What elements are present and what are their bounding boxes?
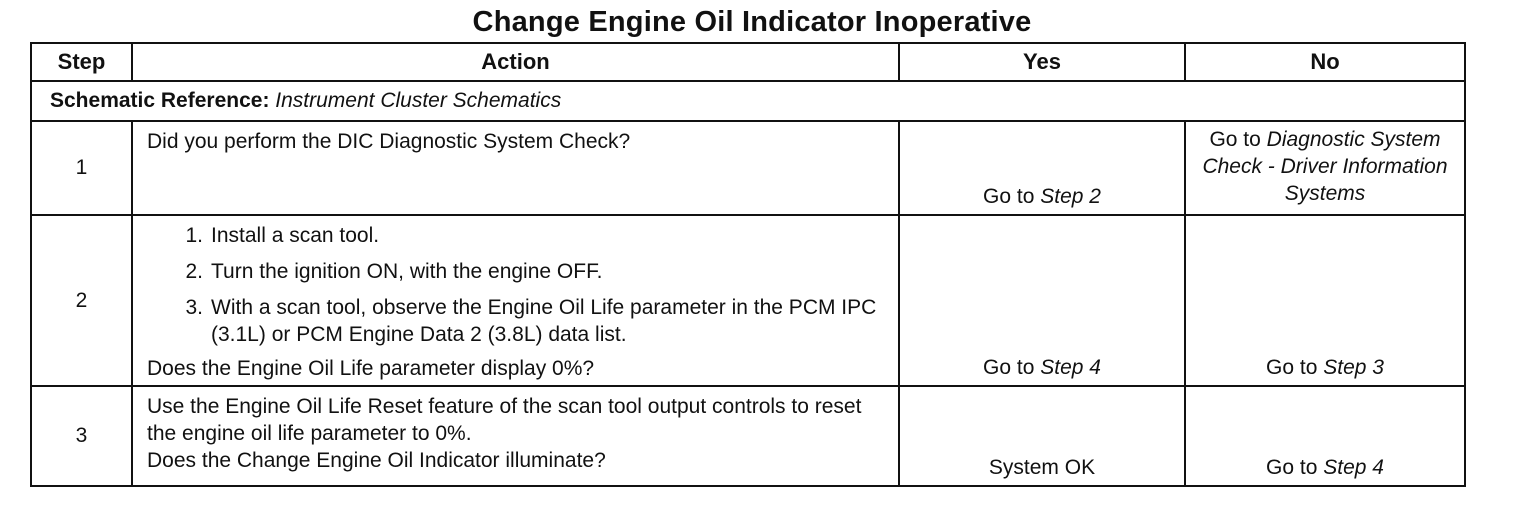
schematic-reference-link[interactable]: Instrument Cluster Schematics [275,89,562,112]
list-item [147,222,884,249]
no-prefix: Go to [1266,456,1318,479]
yes-link[interactable]: Step 4 [1040,356,1101,379]
step-number: 3 [31,386,132,486]
step-number: 1 [31,121,132,215]
action-cell [132,215,899,386]
yes-cell [899,121,1185,215]
schematic-reference-label: Schematic Reference: [50,89,270,112]
diagnostic-table [30,42,1466,487]
action-text: Did you perform the DIC Diagnostic System Check? [147,130,631,153]
list-item [147,258,884,285]
list-item-text: With a scan tool, observe the Engine Oil Life parameter in the PCM IPC (3.1L) or PCM Engine Data 2 (3.8L) data list. [211,296,877,346]
header-no: No [1185,43,1465,81]
no-link[interactable]: Step 4 [1323,456,1384,479]
header-yes: Yes [899,43,1185,81]
no-link[interactable]: Diagnostic System Check - Driver Information Systems [1202,128,1448,205]
header-row [31,43,1465,81]
table-row [31,386,1465,486]
no-link[interactable]: Step 3 [1323,356,1384,379]
schematic-reference [31,81,1465,121]
yes-cell [899,215,1185,386]
list-item-text: Turn the ignition ON, with the engine OFF. [211,260,603,283]
table-row [31,121,1465,215]
yes-cell [899,386,1185,486]
header-action: Action [132,43,899,81]
list-item-number: 2. [185,260,203,283]
list-item-number: 3. [185,296,203,319]
yes-prefix: Go to [983,185,1035,208]
list-item-number: 1. [185,224,203,247]
no-cell [1185,121,1465,215]
list-item [147,294,884,348]
action-cell [132,386,899,486]
action-question: Does the Engine Oil Life parameter display 0%? [147,357,595,380]
no-cell [1185,215,1465,386]
page-title: Change Engine Oil Indicator Inoperative [472,6,1032,38]
action-steps-list [147,222,884,348]
no-cell [1185,386,1465,486]
yes-result: System OK [988,456,1096,479]
action-question: Does the Change Engine Oil Indicator illuminate? [147,449,606,472]
step-number: 2 [31,215,132,386]
yes-link[interactable]: Step 2 [1040,185,1101,208]
schematic-reference-row [31,81,1465,121]
no-prefix: Go to [1209,128,1261,151]
yes-prefix: Go to [983,356,1035,379]
header-step: Step [31,43,132,81]
list-item-text: Install a scan tool. [211,224,380,247]
table-row [31,215,1465,386]
no-prefix: Go to [1266,356,1318,379]
action-cell [132,121,899,215]
action-text: Use the Engine Oil Life Reset feature of the scan tool output controls to reset the engine oil life parameter to 0%. [147,395,862,445]
